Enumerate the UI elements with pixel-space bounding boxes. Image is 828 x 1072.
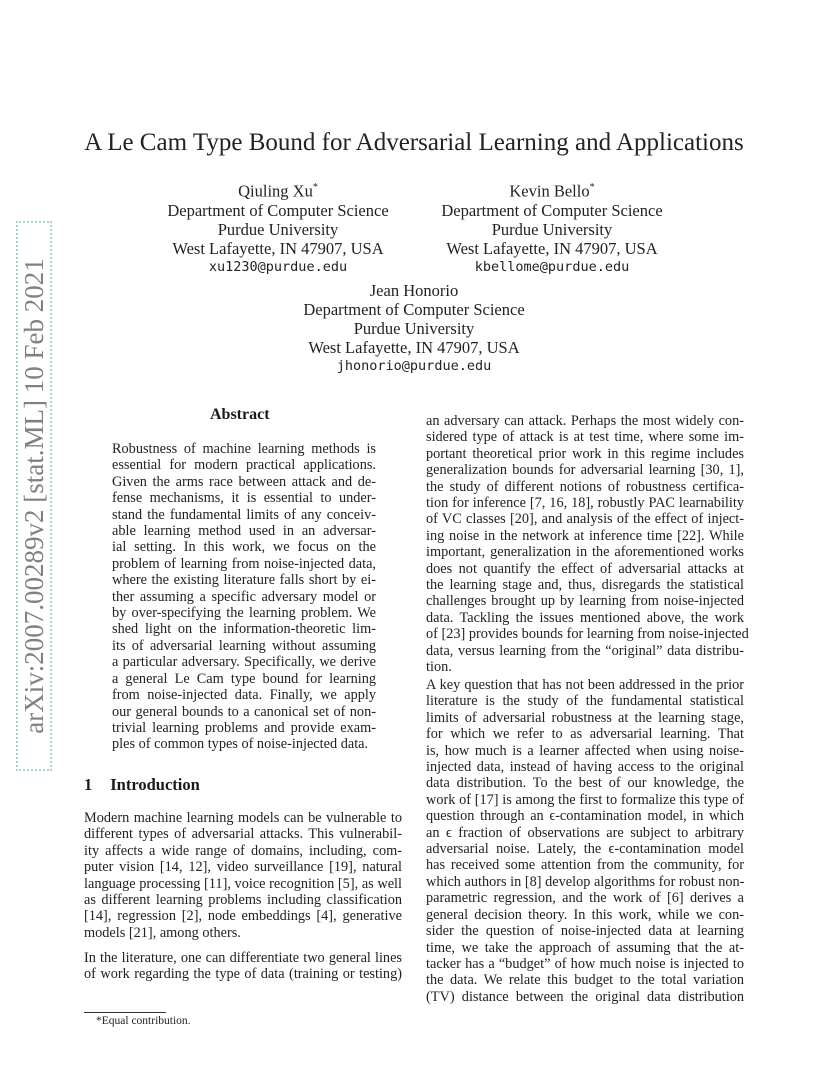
body-line: for which we refer to as adversarial learning. That [426, 726, 744, 743]
body-line: sidered type of attack is at test time, where some im- [426, 429, 744, 446]
abstract-line: trivial learning problems and provide exam- [112, 719, 376, 736]
body-line: work of [17] is among the first to formalize this type of [426, 791, 744, 808]
abstract-line: essential for modern practical applications. [112, 457, 376, 474]
body-line: tacker has a “budget” of how much noise is injected to [426, 955, 744, 972]
intro-paragraph-2 [84, 950, 402, 983]
section-number: 1 [84, 775, 93, 794]
abstract-line: ples of common types of noise-injected data. [112, 736, 369, 753]
right-column-paragraph-1 [426, 413, 749, 676]
body-line: an adversary can attack. Perhaps the most widely con- [426, 413, 744, 429]
body-line: A key question that has not been addressed in the prior [426, 677, 744, 693]
body-line: does not quantify the effect of adversarial attacks at [426, 560, 744, 577]
author-address: West Lafayette, IN 47907, USA [172, 238, 384, 258]
right-column-paragraph-2 [426, 677, 744, 1005]
body-line: portant theoretical prior work in this regime includes [426, 445, 744, 462]
footnote-divider [84, 1012, 166, 1013]
section-title: Introduction [110, 775, 200, 794]
body-line: the study of different notions of robustness certifica- [426, 478, 744, 495]
body-line: tion for inference [7, 16, 18], robustly PAC learnability [426, 495, 744, 512]
author-university: Purdue University [217, 219, 339, 239]
body-line: (TV) distance between the original data distribution [426, 988, 744, 1005]
body-line: data, versus learning from the “original” data distribu- [426, 642, 744, 659]
body-line: which authors in [8] develop algorithms for robust non- [426, 873, 745, 890]
body-line: sider the question of noise-injected data at learning [426, 923, 744, 940]
equal-contribution-mark: * [589, 182, 595, 193]
body-line: the learning stage and, thus, disregards the statistical [426, 577, 744, 594]
intro-line: of work regarding the type of data (training or testing) [84, 966, 402, 983]
body-line: of [23] provides bounds for learning from noise-injected [426, 626, 749, 643]
author-block-3 [294, 281, 534, 376]
intro-line: ity affects a wide range of domains, including, com- [84, 842, 402, 859]
abstract-line: Robustness of machine learning methods is [112, 441, 376, 457]
intro-line: Modern machine learning models can be vulnerable to [84, 810, 402, 826]
body-line: important, generalization in the aforementioned works [426, 544, 744, 561]
footnote-equal-contribution: *Equal contribution. [96, 1015, 191, 1027]
body-line: tion. [426, 659, 452, 676]
body-line: limits of adversarial robustness at the learning stage, [426, 709, 744, 726]
body-line: of VC classes [20], and analysis of the effect of inject- [426, 511, 744, 528]
intro-line: puter vision [14, 12], video surveillance [19], natural [84, 859, 402, 876]
paper-title: A Le Cam Type Bound for Adversarial Learning and Applications [84, 129, 744, 156]
abstract-line: our general bounds to a canonical set of non- [112, 703, 376, 720]
intro-line: [14], regression [2], node embeddings [4], generative [84, 908, 402, 925]
abstract-line: able learning method used in an adversar- [112, 523, 376, 540]
abstract-body [112, 441, 376, 753]
author-email[interactable]: xu1230@purdue.edu [208, 258, 348, 275]
body-line: has received some attention from the community, for [426, 857, 744, 874]
abstract-line: its of adversarial learning without assuming [112, 637, 376, 654]
abstract-line: a particular adversary. Specifically, we derive [112, 654, 376, 671]
author-block-1 [160, 178, 396, 277]
abstract-heading: Abstract [210, 406, 270, 423]
abstract-line: fense mechanisms, it is essential to under- [112, 490, 376, 507]
author-department: Department of Computer Science [441, 200, 663, 220]
body-line: challenges brought up by learning from noise-injected [426, 593, 744, 610]
author-name: Qiuling Xu [238, 181, 313, 201]
author-address: West Lafayette, IN 47907, USA [308, 338, 520, 357]
body-line: data. Tackling the issues mentioned above, the work [426, 609, 744, 626]
body-line: adversarial noise. Lately, the ϵ-contamination model [426, 841, 744, 858]
abstract-line: shed light on the information-theoretic lim- [112, 621, 376, 638]
author-university: Purdue University [353, 319, 475, 338]
intro-line: language processing [11], voice recognition [5], as well [84, 875, 402, 892]
abstract-line: ial setting. In this work, we focus on the [112, 539, 376, 556]
intro-line: In the literature, one can differentiate two general lines [84, 950, 402, 966]
body-line: data distribution. To the best of our knowledge, the [426, 775, 744, 792]
abstract-line: Given the arms race between attack and de- [112, 473, 376, 490]
abstract-line: from noise-injected data. Finally, we apply [112, 687, 376, 704]
author-department: Department of Computer Science [303, 300, 525, 319]
author-department: Department of Computer Science [167, 200, 389, 220]
body-line: literature is the study of the fundamental statistical [426, 693, 744, 710]
body-line: time, we take the approach of assuming that the at- [426, 939, 744, 956]
author-university: Purdue University [491, 219, 613, 239]
intro-paragraph-1 [84, 810, 402, 941]
equal-contribution-mark: * [312, 182, 318, 193]
intro-line: different types of adversarial attacks. This vulnerabil- [84, 826, 402, 843]
author-name: Kevin Bello [509, 181, 590, 201]
abstract-line: a general Le Cam type bound for learning [112, 670, 376, 687]
body-line: generalization bounds for adversarial learning [30, 1], [426, 462, 744, 479]
arxiv-identifier-stamp: arXiv:2007.00289v2 [stat.ML] 10 Feb 2021 [16, 221, 52, 771]
body-line: ing noise in the network at inference time [22]. While [426, 527, 744, 544]
author-name: Jean Honorio [369, 281, 459, 300]
abstract-line: by over-specifying the learning problem. We [112, 605, 376, 622]
author-email[interactable]: jhonorio@purdue.edu [336, 358, 492, 374]
abstract-line: stand the fundamental limits of any conceiv- [112, 506, 376, 523]
intro-line: as different learning problems including classification [84, 892, 402, 909]
section-heading-introduction [84, 775, 200, 795]
body-line: an ϵ fraction of observations are subject to arbitrary [426, 824, 744, 841]
body-line: the data. We relate this budget to the total variation [426, 972, 744, 989]
body-line: question through an ϵ-contamination model, in which [426, 808, 744, 825]
body-line: is, how much is a learner affected when using noise- [426, 742, 744, 759]
abstract-line: where the existing literature falls short by ei- [112, 572, 376, 589]
author-address: West Lafayette, IN 47907, USA [446, 238, 658, 258]
body-line: general decision theory. In this work, while we con- [426, 906, 744, 923]
author-email[interactable]: kbellome@purdue.edu [474, 258, 630, 275]
body-line: parametric regression, and the work of [6] derives a [426, 890, 744, 907]
author-block-2 [432, 178, 672, 277]
body-line: injected data, instead of having access to the original [426, 759, 744, 776]
abstract-line: ther assuming a specific adversary model or [112, 588, 376, 605]
abstract-line: problem of learning from noise-injected data, [112, 555, 376, 572]
intro-line: models [21], among others. [84, 924, 241, 941]
